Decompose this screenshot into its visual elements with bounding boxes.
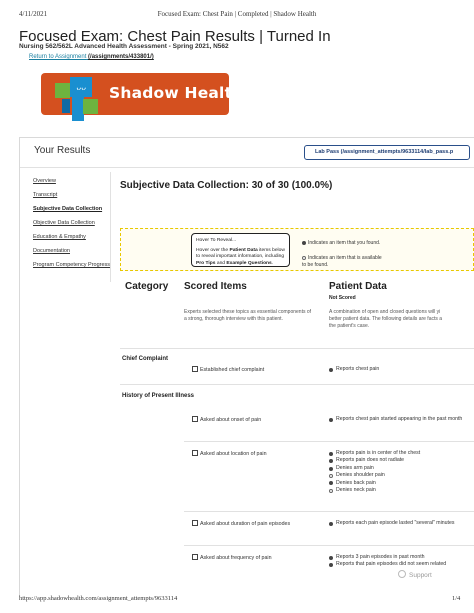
patient-data-item[interactable]: Reports 3 pain episodes in past month (329, 554, 474, 561)
patient-data-item[interactable]: Reports each pain episode lasted "several" minutes (329, 520, 474, 527)
patient-data-item[interactable]: Reports chest pain (329, 366, 474, 373)
patient-data-onset (329, 416, 474, 423)
course-label: Nursing 562/562L Advanced Health Assessment - Spring 2021, N562 (19, 43, 229, 50)
results-sidebar (33, 178, 110, 276)
print-title: Focused Exam: Chest Pain | Completed | Shadow Health (157, 10, 317, 18)
scored-item-duration: Asked about duration of pain episodes (192, 520, 324, 528)
hover-hint-tooltip (191, 233, 290, 267)
found-dot-icon (329, 563, 333, 567)
column-scored-items: Scored Items (184, 281, 247, 292)
page-title: Focused Exam: Chest Pain Results | Turned In (19, 28, 331, 45)
scored-item-chief-complaint: Established chief complaint (192, 366, 324, 374)
return-to-assignment-link[interactable] (29, 54, 154, 60)
logo-brand: Shadow Health® (109, 84, 250, 102)
row-divider (184, 545, 474, 546)
divider (20, 167, 474, 168)
patient-data-item[interactable]: Reports chest pain started appearing in the past month (329, 416, 474, 423)
print-date: 4/11/2021 (19, 10, 48, 18)
legend-not-found: Indicates an item that is available to be found. (302, 255, 382, 268)
return-link-path[interactable]: (/assignments/433801/) (88, 54, 154, 60)
nav-subjective-data-collection[interactable]: Subjective Data Collection (33, 206, 103, 212)
nav-objective-data-collection[interactable]: Objective Data Collection (33, 220, 95, 226)
checkbox-icon (192, 366, 198, 372)
nav-documentation[interactable]: Documentation (33, 248, 70, 254)
found-dot-icon (329, 481, 333, 485)
tooltip-body: Hover over the Patient Data items below to reveal important information, including Pro Tips and Example Questions. (196, 247, 285, 266)
available-dot-icon (329, 474, 333, 478)
help-icon (398, 570, 406, 578)
checkbox-icon (192, 450, 198, 456)
found-dot-icon (329, 459, 333, 463)
not-scored-label: Not Scored (329, 295, 356, 301)
found-dot-icon (329, 467, 333, 471)
found-dot-icon (329, 522, 333, 526)
column-patient-data: Patient Data (329, 281, 387, 292)
patient-data-item[interactable]: Denies arm pain (329, 465, 474, 472)
row-divider (120, 384, 474, 385)
tooltip-title: Hover To Reveal... (196, 238, 237, 243)
health-emblem-icon (53, 75, 103, 127)
print-url: https://app.shadowhealth.com/assignment_attempts/9633114 (19, 595, 178, 602)
patient-data-location (329, 450, 474, 494)
legend-band (120, 228, 474, 271)
lab-pass-button[interactable]: Lab Pass (/assignment_attempts/9633114/lab_pass.p (304, 145, 470, 160)
patient-data-item[interactable]: Denies back pain (329, 480, 474, 487)
patient-data-description: A combination of open and closed questions will yi better patient data. The following details are facts a the patient's case. (329, 309, 443, 329)
checkbox-icon (192, 554, 198, 560)
available-dot-icon (302, 256, 306, 260)
row-divider (120, 348, 474, 349)
scored-item-onset: Asked about onset of pain (192, 416, 324, 424)
nav-program-competency-progress[interactable]: Program Competency Progress (33, 262, 111, 268)
nav-transcript[interactable]: Transcript (33, 192, 58, 198)
found-dot-icon (302, 241, 306, 245)
checkbox-icon (192, 520, 198, 526)
legend-found: Indicates an item that you found. (302, 240, 382, 247)
patient-data-item[interactable]: Denies neck pain (329, 487, 474, 494)
scored-item-frequency: Asked about frequency of pain (192, 554, 324, 562)
section-title: Subjective Data Collection: 30 of 30 (100.0%) (120, 180, 333, 191)
patient-data-item[interactable]: Reports pain does not radiate (329, 457, 474, 464)
results-heading: Your Results (34, 145, 91, 156)
shadow-health-logo (41, 73, 250, 115)
group-history-present-illness: History of Present Illness (122, 393, 195, 399)
found-dot-icon (329, 418, 333, 422)
sidebar-divider (110, 172, 111, 282)
print-page-number: 1/4 (452, 595, 461, 602)
found-dot-icon (329, 556, 333, 560)
patient-data-item[interactable]: Denies shoulder pain (329, 472, 474, 479)
patient-data-item[interactable]: Reports that pain episodes did not seem related (329, 561, 474, 568)
scored-item-location: Asked about location of pain (192, 450, 324, 458)
found-dot-icon (329, 368, 333, 372)
found-dot-icon (329, 452, 333, 456)
return-link-label[interactable]: Return to Assignment (29, 54, 87, 60)
patient-data-item[interactable]: Reports pain is in center of the chest (329, 450, 474, 457)
row-divider (184, 511, 474, 512)
checkbox-icon (192, 416, 198, 422)
nav-overview[interactable]: Overview (33, 178, 56, 184)
svg-text:ᴗᴗ: ᴗᴗ (76, 83, 86, 92)
patient-data-chief (329, 366, 474, 373)
group-chief-complaint: Chief Complaint (122, 356, 168, 362)
patient-data-frequency (329, 554, 474, 569)
available-dot-icon (329, 489, 333, 493)
scored-description: Experts selected these topics as essential components of a strong, thorough interview with this patient. (184, 309, 312, 322)
nav-education-empathy[interactable]: Education & Empathy (33, 234, 86, 240)
row-divider (184, 441, 474, 442)
patient-data-duration (329, 520, 474, 527)
support-button[interactable]: Support (398, 570, 432, 579)
column-category: Category (125, 281, 169, 292)
